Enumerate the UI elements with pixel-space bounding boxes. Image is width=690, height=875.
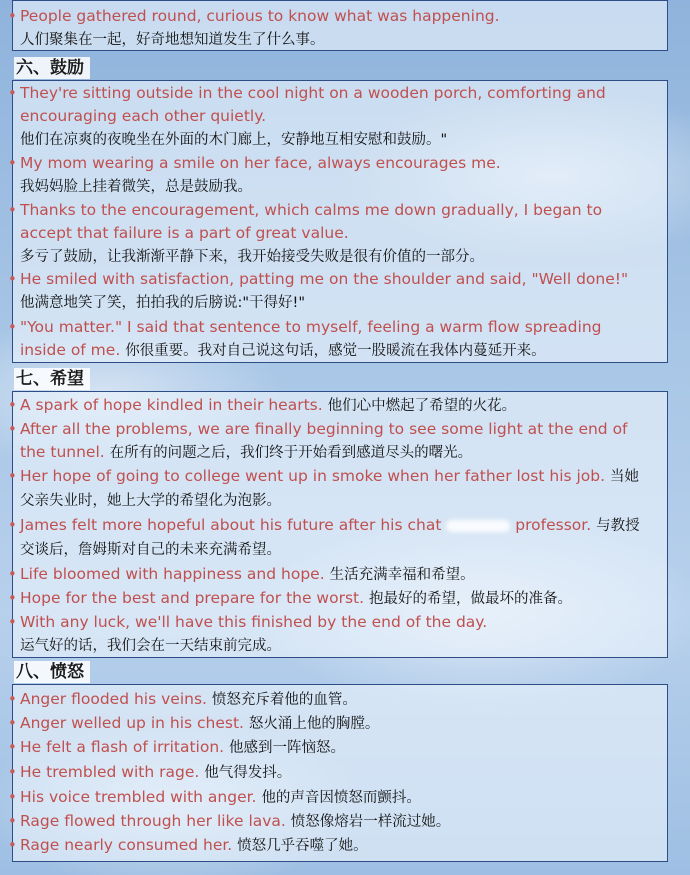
english-sentence: They're sitting outside in the cool night on a wooden porch, comforting and encouraging each other quietly. <box>20 84 606 125</box>
list-item <box>8 810 650 834</box>
list-item <box>8 465 650 513</box>
list-item <box>8 786 650 810</box>
list-item <box>8 199 650 269</box>
chinese-translation: 愤怒像熔岩一样流过她。 <box>290 814 451 830</box>
redacted-blur <box>446 520 510 532</box>
list-item <box>8 316 650 363</box>
list-item <box>8 82 650 152</box>
bullet-icon: • <box>8 788 17 806</box>
list-item <box>8 5 650 52</box>
english-sentence: Life bloomed with happiness and hope. <box>20 565 325 583</box>
english-sentence: "You matter." I said that sentence to myself, feeling a warm flow spreading inside of me. <box>20 318 602 359</box>
chinese-translation: 他气得发抖。 <box>204 765 292 781</box>
chinese-translation: 愤怒充斥着他的血管。 <box>211 692 357 708</box>
list-item <box>8 268 650 315</box>
bullet-icon: • <box>8 467 17 485</box>
list-item <box>8 834 650 858</box>
chinese-translation: 他满意地笑了笑，拍拍我的后膀说:"干得好!" <box>20 295 306 311</box>
english-sentence: James felt more hopeful about his future after his chat <box>20 516 442 534</box>
bullet-icon: • <box>8 565 17 583</box>
bullet-icon: • <box>8 763 17 781</box>
bullet-icon: • <box>8 589 17 607</box>
english-sentence: My mom wearing a smile on her face, always encourages me. <box>20 154 501 172</box>
bullet-icon: • <box>8 318 17 336</box>
chinese-translation: 我妈妈脸上挂着微笑，总是鼓励我。 <box>20 179 252 195</box>
chinese-translation: 与教授交谈后，詹姆斯对自己的未来充满希望。 <box>20 518 640 558</box>
bullet-icon: • <box>8 201 17 219</box>
bullet-icon: • <box>8 154 17 172</box>
chinese-translation: 当她父亲失业时，她上大学的希望化为泡影。 <box>20 469 639 509</box>
chinese-translation: 他们在凉爽的夜晚坐在外面的木门廊上，安静地互相安慰和鼓励。" <box>20 132 448 148</box>
list-item <box>8 394 650 418</box>
english-sentence: People gathered round, curious to know what was happening. <box>20 7 500 25</box>
list-item <box>8 712 650 736</box>
chinese-translation: 他感到一阵恼怒。 <box>229 740 346 756</box>
bullet-icon: • <box>8 270 17 288</box>
chinese-translation: 他们心中燃起了希望的火花。 <box>327 398 517 414</box>
list-item <box>8 688 650 712</box>
list-item <box>8 514 650 562</box>
bullet-icon: • <box>8 714 17 732</box>
chinese-translation: 生活充满幸福和希望。 <box>329 567 475 583</box>
bullet-icon: • <box>8 420 17 438</box>
list-item <box>8 736 650 760</box>
english-sentence: After all the problems, we are finally beginning to see some light at the end of the tunnel. <box>20 420 628 461</box>
bullet-icon: • <box>8 516 17 534</box>
english-sentence: Her hope of going to college went up in smoke when her father lost his job. <box>20 467 606 485</box>
section-heading: 八、愤怒 <box>14 661 90 683</box>
english-sentence: With any luck, we'll have this finished by the end of the day. <box>20 613 488 631</box>
chinese-translation: 愤怒几乎吞噬了她。 <box>237 838 368 854</box>
chinese-translation: 你很重要。我对自己说这句话，感觉一股暖流在我体内蔓延开来。 <box>125 343 546 359</box>
section-heading: 七、希望 <box>14 368 90 390</box>
english-sentence: professor. <box>515 516 592 534</box>
bullet-icon: • <box>8 613 17 631</box>
english-sentence: Hope for the best and prepare for the worst. <box>20 589 365 607</box>
list-item <box>8 563 650 587</box>
bullet-icon: • <box>8 836 17 854</box>
english-sentence: Anger welled up in his chest. <box>20 714 244 732</box>
english-sentence: Rage flowed through her like lava. <box>20 812 286 830</box>
bullet-icon: • <box>8 738 17 756</box>
chinese-translation: 怒火涌上他的胸膛。 <box>248 716 380 732</box>
chinese-translation: 抱最好的希望，做最坏的准备。 <box>368 591 572 607</box>
english-sentence: His voice trembled with anger. <box>20 788 257 806</box>
bullet-icon: • <box>8 690 17 708</box>
english-sentence: He trembled with rage. <box>20 763 200 781</box>
list-item <box>8 611 650 658</box>
english-sentence: Rage nearly consumed her. <box>20 836 233 854</box>
bullet-icon: • <box>8 396 17 414</box>
english-sentence: A spark of hope kindled in their hearts. <box>20 396 323 414</box>
english-sentence: Anger flooded his veins. <box>20 690 207 708</box>
chinese-translation: 他的声音因愤怒而颤抖。 <box>261 790 421 806</box>
bullet-icon: • <box>8 84 17 102</box>
bullet-icon: • <box>8 7 17 25</box>
english-sentence: Thanks to the encouragement, which calms me down gradually, I began to accept that failure is a part of great value. <box>20 201 603 242</box>
english-sentence: He smiled with satisfaction, patting me on the shoulder and said, "Well done!" <box>20 270 629 288</box>
bullet-icon: • <box>8 812 17 830</box>
chinese-translation: 多亏了鼓励，让我渐渐平静下来，我开始接受失败是很有价值的一部分。 <box>20 249 484 265</box>
chinese-translation: 运气好的话，我们会在一天结束前完成。 <box>20 638 281 654</box>
list-item <box>8 761 650 785</box>
english-sentence: He felt a flash of irritation. <box>20 738 225 756</box>
list-item <box>8 418 650 465</box>
list-item <box>8 587 650 611</box>
chinese-translation: 在所有的问题之后，我们终于开始看到感道尽头的曙光。 <box>109 445 473 461</box>
list-item <box>8 152 650 199</box>
chinese-translation: 人们聚集在一起，好奇地想知道发生了什么事。 <box>20 32 325 48</box>
section-heading: 六、鼓励 <box>14 57 90 79</box>
